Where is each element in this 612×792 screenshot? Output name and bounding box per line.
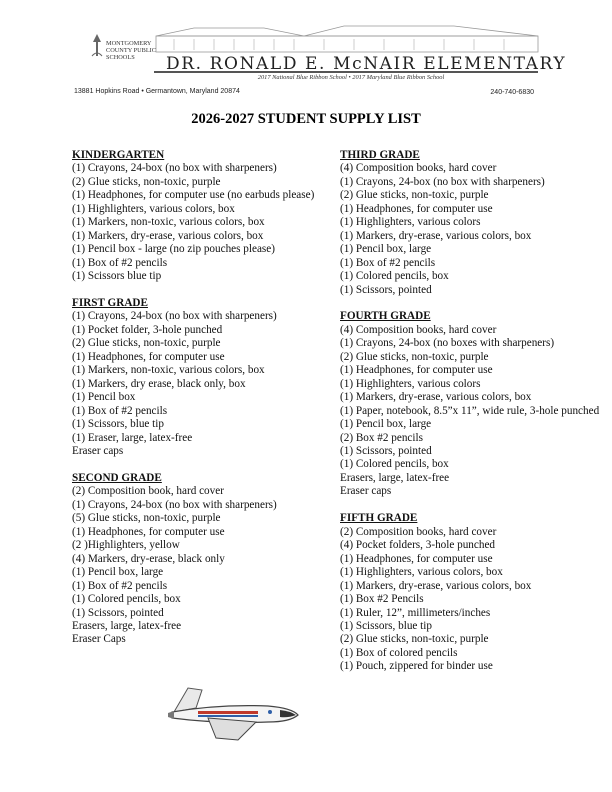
supply-item: (1) Box #2 Pencils (340, 593, 424, 606)
grade-section (72, 297, 342, 458)
school-phone: 240-740-6830 (490, 89, 534, 96)
supply-item: (2) Glue sticks, non-toxic, purple (72, 337, 221, 350)
supply-item: (1) Highlighters, various colors (340, 377, 481, 390)
grade-heading: FOURTH GRADE (340, 310, 431, 323)
supply-item: (1) Headphones, for computer use (72, 525, 225, 538)
supply-item: (1) Markers, dry erase, black only, box (72, 377, 246, 390)
right-column (340, 149, 610, 687)
supply-item: (1) Markers, dry-erase, various colors, box (340, 391, 532, 404)
school-awards: 2017 National Blue Ribbon School • 2017 Maryland Blue Ribbon School (257, 74, 445, 81)
supply-item: (1) Headphones, for computer use (340, 364, 493, 377)
grade-section (340, 149, 610, 297)
grade-section (72, 472, 342, 647)
supply-item: (1) Colored pencils, box (72, 593, 181, 606)
supply-item: (1) Scissors, pointed (340, 445, 432, 458)
supply-item: (1) Pencil box, large (340, 243, 432, 256)
supply-item: (1) Highlighters, various colors, box (340, 566, 503, 579)
supply-item: (1) Scissors, blue tip (340, 619, 432, 632)
supply-item: (1) Highlighters, various colors, box (72, 202, 235, 215)
district-name: MONTGOMERY COUNTY PUBLIC SCHOOLS (106, 40, 156, 61)
supply-item: (1) Scissors blue tip (72, 270, 162, 283)
supply-item: (1) Box of #2 pencils (72, 579, 168, 592)
supply-item: (1) Crayons, 24-box (no boxes with sharpeners) (340, 337, 555, 350)
grade-section (72, 149, 342, 284)
supply-item: (1) Markers, dry-erase, various colors, box (72, 229, 264, 242)
supply-item: (2) Composition books, hard cover (340, 525, 497, 538)
grade-heading: FIRST GRADE (72, 297, 148, 310)
supply-item: (5) Glue sticks, non-toxic, purple (72, 512, 221, 525)
supply-item: (1) Box of #2 pencils (72, 256, 168, 269)
supply-item: (1) Headphones, for computer use (no earbuds please) (72, 189, 315, 202)
supply-item: (1) Colored pencils, box (340, 270, 449, 283)
supply-item: (2) Glue sticks, non-toxic, purple (340, 350, 489, 363)
supply-item: (1) Headphones, for computer use (340, 202, 493, 215)
grade-section (340, 512, 610, 673)
supply-item: Eraser Caps (72, 633, 126, 646)
supply-item: (4) Pocket folders, 3-hole punched (340, 539, 496, 552)
supply-item: (1) Crayons, 24-box (no box with sharpeners) (340, 175, 545, 188)
grade-heading: KINDERGARTEN (72, 149, 165, 161)
supply-item: (1) Pencil box, large (72, 566, 164, 579)
supply-item: (1) Scissors, pointed (72, 606, 164, 619)
supply-item: (1) Crayons, 24-box (no box with sharpeners) (72, 162, 277, 175)
supply-item: (4) Composition books, hard cover (340, 323, 497, 336)
supply-item: (1) Headphones, for computer use (72, 350, 225, 363)
supply-item: (2) Composition book, hard cover (72, 485, 224, 498)
mcps-logo-icon (90, 32, 104, 58)
supply-item: (1) Pocket folder, 3-hole punched (72, 323, 223, 336)
supply-item: (1) Markers, non-toxic, various colors, box (72, 216, 265, 229)
space-shuttle-icon (168, 682, 300, 744)
supply-item: (1) Markers, dry-erase, various colors, box (340, 579, 532, 592)
supply-item: (1) Crayons, 24-box (no box with sharpeners) (72, 310, 277, 323)
supply-item: (2) Glue sticks, non-toxic, purple (340, 633, 489, 646)
supply-item: Erasers, large, latex-free (340, 471, 450, 484)
school-name: DR. RONALD E. McNAIR ELEMENTARY (166, 54, 567, 74)
mcps-logo (90, 32, 156, 72)
supply-item: (1) Scissors, blue tip (72, 418, 164, 431)
supply-item: (2 )Highlighters, yellow (72, 539, 180, 552)
supply-item: (1) Pencil box, large (340, 418, 432, 431)
supply-item: (4) Composition books, hard cover (340, 162, 497, 175)
supply-item: (1) Crayons, 24-box (no box with sharpeners) (72, 498, 277, 511)
grade-heading: FIFTH GRADE (340, 512, 418, 525)
supply-item: (1) Pencil box (72, 391, 136, 404)
supply-item: (1) Eraser, large, latex-free (72, 431, 193, 444)
supply-item: (1) Pencil box - large (no zip pouches please) (72, 243, 275, 256)
supply-item: (1) Highlighters, various colors (340, 216, 481, 229)
supply-item: (1) Colored pencils, box (340, 458, 449, 471)
supply-item: Erasers, large, latex-free (72, 619, 182, 632)
supply-item: (4) Markers, dry-erase, black only (72, 552, 225, 565)
grade-heading: THIRD GRADE (340, 149, 420, 161)
supply-item: (1) Markers, dry-erase, various colors, box (340, 229, 532, 242)
school-building-illustration (154, 24, 540, 54)
supply-item: (1) Scissors, pointed (340, 283, 432, 296)
supply-item: (2) Glue sticks, non-toxic, purple (340, 189, 489, 202)
supply-item: (1) Pouch, zippered for binder use (340, 660, 493, 673)
supply-item: Eraser caps (340, 485, 392, 498)
supply-item: (1) Box of colored pencils (340, 646, 458, 659)
supply-item: Eraser caps (72, 445, 124, 458)
left-column (72, 149, 342, 660)
grade-section (340, 310, 610, 498)
supply-item: (1) Markers, non-toxic, various colors, box (72, 364, 265, 377)
supply-item: (2) Box #2 pencils (340, 431, 423, 444)
document-title: 2026-2027 STUDENT SUPPLY LIST (191, 111, 421, 127)
supply-item: (2) Glue sticks, non-toxic, purple (72, 175, 221, 188)
school-address: 13881 Hopkins Road • Germantown, Maryland 20874 (74, 88, 240, 95)
supply-item: (1) Box of #2 pencils (72, 404, 168, 417)
supply-item: (1) Paper, notebook, 8.5”x 11”, wide rule, 3-hole punched (340, 404, 600, 417)
grade-heading: SECOND GRADE (72, 471, 162, 484)
supply-item: (1) Box of #2 pencils (340, 256, 436, 269)
supply-item: (1) Headphones, for computer use (340, 552, 493, 565)
supply-item: (1) Ruler, 12”, millimeters/inches (340, 606, 491, 619)
